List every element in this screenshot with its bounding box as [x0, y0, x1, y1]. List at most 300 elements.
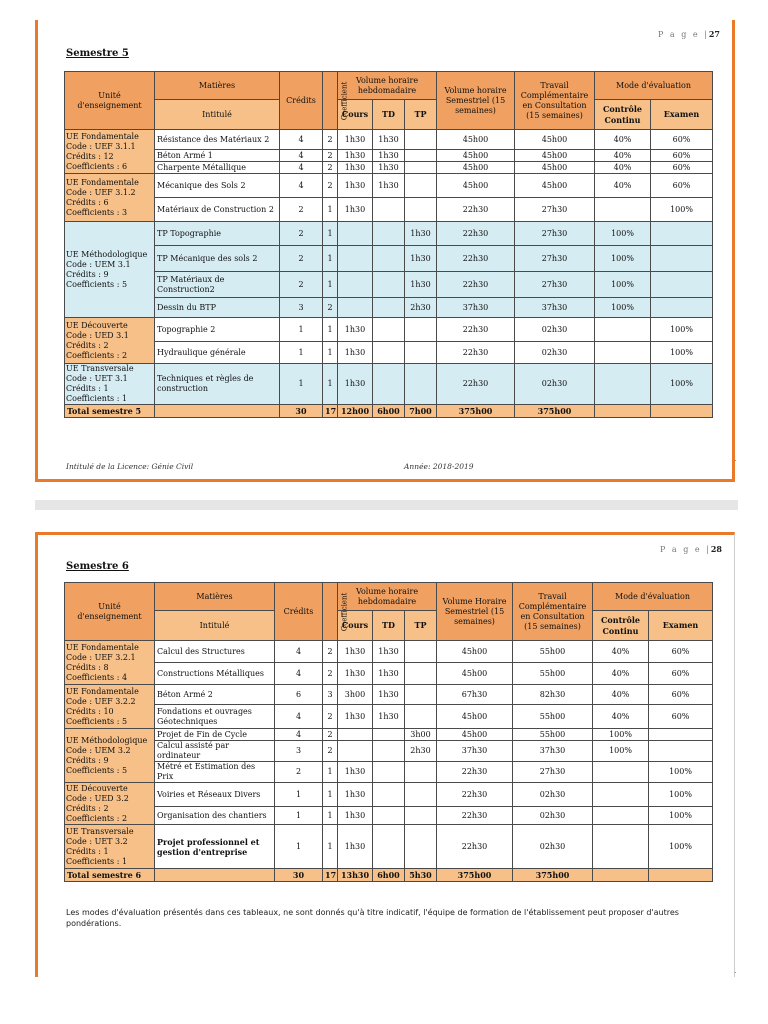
table-cell: 02h30 [513, 807, 593, 825]
ue-line: Crédits : 8 [66, 662, 109, 672]
table-cell: 2h30 [405, 298, 437, 318]
header-matieres: Matières [155, 72, 280, 100]
subject-name: Hydraulique générale [155, 342, 280, 364]
table-cell: 4 [275, 729, 323, 741]
table-cell: 60% [649, 641, 713, 663]
total-cell: 375h00 [437, 869, 513, 882]
table-row [65, 663, 713, 685]
table-cell [405, 150, 437, 162]
table-cell [651, 272, 713, 298]
table-cell [651, 298, 713, 318]
table-cell: 1h30 [373, 705, 405, 729]
ue-line: Crédits : 6 [66, 197, 109, 207]
table-body [65, 641, 713, 882]
table-cell: 22h30 [437, 272, 515, 298]
header-unite: Unité d'enseignement [65, 583, 155, 641]
table-row [65, 174, 713, 198]
table-cell: 02h30 [513, 783, 593, 807]
table-cell: 1h30 [338, 641, 373, 663]
table-cell: 2 [323, 641, 338, 663]
table-row [65, 162, 713, 174]
footer-annee: Année: 2018-2019 [404, 462, 474, 471]
header-tp: TP [405, 611, 437, 641]
table-cell [338, 222, 373, 246]
header-td: TD [373, 100, 405, 130]
table-cell [595, 364, 651, 405]
table-cell [593, 762, 649, 783]
table-cell: 60% [651, 130, 713, 150]
ue-line: Code : UED 3.1 [66, 330, 129, 340]
table-cell: 27h30 [515, 272, 595, 298]
table-cell: 1h30 [373, 641, 405, 663]
table-cell [373, 364, 405, 405]
table-cell: 4 [275, 705, 323, 729]
total-cell: 17 [323, 869, 338, 882]
table-cell: 1 [280, 318, 323, 342]
table-cell: 1 [275, 825, 323, 869]
table-cell: 40% [595, 150, 651, 162]
table-cell [593, 783, 649, 807]
table-cell: 1h30 [338, 783, 373, 807]
table-cell: 1h30 [373, 174, 405, 198]
table-cell: 1 [323, 246, 338, 272]
table-cell: 55h00 [513, 705, 593, 729]
header-controle: Contrôle Continu [595, 100, 651, 130]
table-cell: 1 [275, 807, 323, 825]
table-cell: 1 [323, 762, 338, 783]
table-cell: 45h00 [437, 641, 513, 663]
header-examen: Examen [651, 100, 713, 130]
table-cell [373, 825, 405, 869]
ue-line: UE Méthodologique [66, 249, 148, 259]
table-cell [405, 130, 437, 150]
ue-line: UE Fondamentale [66, 642, 139, 652]
table-cell [405, 685, 437, 705]
table-cell: 1h30 [338, 342, 373, 364]
ue-line: Crédits : 9 [66, 269, 109, 279]
table-cell [373, 741, 405, 762]
ue-line: UE Fondamentale [66, 177, 139, 187]
table-cell: 67h30 [437, 685, 513, 705]
ue-line: Code : UET 3.1 [66, 374, 128, 383]
total-row [65, 405, 713, 418]
table-cell: 1h30 [373, 150, 405, 162]
table-cell: 1 [323, 342, 338, 364]
header-intitule: Intitulé [155, 100, 280, 130]
table-cell: 2 [323, 705, 338, 729]
ue-line: Crédits : 2 [66, 803, 109, 813]
page-number: P a g e |28 [659, 544, 722, 554]
table-cell: 60% [649, 685, 713, 705]
table-cell [405, 174, 437, 198]
table-cell: 1h30 [405, 246, 437, 272]
ue-cell [65, 825, 155, 869]
table-cell: 1h30 [338, 318, 373, 342]
table-cell: 45h00 [437, 729, 513, 741]
ue-line: Coefficients : 4 [66, 672, 128, 682]
total-cell: 5h30 [405, 869, 437, 882]
page-separator [35, 500, 738, 510]
table-cell [649, 741, 713, 762]
ue-line: UE Découverte [66, 320, 128, 330]
total-cell: 6h00 [373, 869, 405, 882]
table-cell: 60% [649, 663, 713, 685]
subject-name: TP Matériaux de Construction2 [155, 272, 280, 298]
table-cell: 1h30 [373, 162, 405, 174]
table-cell: 1h30 [338, 198, 373, 222]
ue-line: Coefficients : 5 [66, 716, 128, 726]
table-cell: 1h30 [405, 222, 437, 246]
table-cell: 1h30 [338, 705, 373, 729]
table-cell [405, 342, 437, 364]
table-cell: 1h30 [338, 150, 373, 162]
header-coefficient: Coefficient [323, 72, 338, 130]
table-cell: 100% [595, 272, 651, 298]
table-row [65, 246, 713, 272]
table-cell: 1 [323, 318, 338, 342]
header-intitule: Intitulé [155, 611, 275, 641]
table-cell: 45h00 [437, 174, 515, 198]
table-cell: 1 [323, 807, 338, 825]
table-cell: 1h30 [338, 762, 373, 783]
subject-name: Béton Armé 2 [155, 685, 275, 705]
ue-line: Code : UEM 3.1 [66, 259, 131, 269]
table-cell [338, 246, 373, 272]
ue-line: Coefficients : 6 [66, 161, 128, 171]
table-cell: 2 [280, 272, 323, 298]
footer-licence: Intitulé de la Licence: Génie Civil [66, 462, 194, 471]
header-volume-semestriel: Volume Horaire Semestriel (15 semaines) [437, 583, 513, 641]
table-cell: 2 [323, 298, 338, 318]
evaluation-note: Les modes d'évaluation présentés dans ces tableaux, ne sont donnés qu'à titre indicatif, l'équipe de formation de l'établissement peut proposer d'autres pondérations. [66, 908, 679, 928]
table-cell: 22h30 [437, 342, 515, 364]
table-cell [651, 246, 713, 272]
table-cell: 02h30 [515, 364, 595, 405]
ue-line: UE Découverte [66, 783, 128, 793]
ue-line: Coefficients : 1 [66, 856, 128, 866]
ue-line: UE Transversale [66, 364, 134, 373]
table-cell [373, 729, 405, 741]
table-cell: 1h30 [373, 663, 405, 685]
table-cell: 45h00 [437, 150, 515, 162]
page-number: P a g e |27 [657, 29, 720, 39]
table-cell: 1 [275, 783, 323, 807]
ue-line: Code : UEF 3.2.1 [66, 652, 136, 662]
subject-name: Charpente Métallique [155, 162, 280, 174]
table-cell [338, 272, 373, 298]
table-row [65, 198, 713, 222]
table-cell [649, 729, 713, 741]
table-cell: 45h00 [515, 130, 595, 150]
total-cell [651, 405, 713, 418]
table-cell: 2 [323, 729, 338, 741]
table-cell: 3h00 [338, 685, 373, 705]
table-cell: 100% [595, 246, 651, 272]
ue-cell [65, 130, 155, 174]
table-cell: 40% [595, 162, 651, 174]
table-cell: 100% [649, 825, 713, 869]
subject-name: Dessin du BTP [155, 298, 280, 318]
total-cell [593, 869, 649, 882]
table-cell: 27h30 [513, 762, 593, 783]
table-row [65, 298, 713, 318]
table-cell: 02h30 [515, 342, 595, 364]
header-examen: Examen [649, 611, 713, 641]
table-row [65, 318, 713, 342]
table-cell: 27h30 [515, 246, 595, 272]
table-row [65, 342, 713, 364]
table-cell: 1h30 [338, 174, 373, 198]
table-cell [595, 342, 651, 364]
table-cell [373, 272, 405, 298]
header-credits: Crédits [275, 583, 323, 641]
table-cell: 37h30 [515, 298, 595, 318]
header-cours: Cours [338, 100, 373, 130]
table-cell: 2 [280, 198, 323, 222]
header-tp: TP [405, 100, 437, 130]
table-row [65, 741, 713, 762]
table-cell: 37h30 [437, 298, 515, 318]
table-cell [338, 298, 373, 318]
ue-line: Code : UED 3.2 [66, 793, 129, 803]
subject-name: Calcul assisté par ordinateur [155, 741, 275, 762]
table-cell: 100% [593, 741, 649, 762]
semester-6-table [64, 582, 713, 882]
table-cell [338, 729, 373, 741]
ue-line: Coefficients : 5 [66, 279, 128, 289]
table-cell: 100% [595, 298, 651, 318]
ue-cell [65, 364, 155, 405]
total-cell [649, 869, 713, 882]
subject-name: Projet professionnel et gestion d'entreprise [155, 825, 275, 869]
table-cell: 45h00 [437, 162, 515, 174]
table-cell [338, 741, 373, 762]
table-row [65, 825, 713, 869]
table-cell: 1h30 [338, 130, 373, 150]
table-cell: 100% [649, 807, 713, 825]
subject-name: Constructions Métalliques [155, 663, 275, 685]
table-cell: 2 [323, 130, 338, 150]
table-cell: 22h30 [437, 825, 513, 869]
total-row [65, 869, 713, 882]
table-cell: 2h30 [405, 741, 437, 762]
table-cell: 100% [651, 198, 713, 222]
table-cell: 02h30 [515, 318, 595, 342]
header-credits: Crédits [280, 72, 323, 130]
table-cell: 40% [595, 130, 651, 150]
ue-cell [65, 685, 155, 729]
table-cell: 60% [651, 162, 713, 174]
header-td: TD [373, 611, 405, 641]
table-row [65, 364, 713, 405]
table-cell: 2 [280, 246, 323, 272]
table-cell: 100% [649, 762, 713, 783]
table-row [65, 762, 713, 783]
subject-name: Fondations et ouvrages Géotechniques [155, 705, 275, 729]
header-mode-eval: Mode d'évaluation [593, 583, 713, 611]
total-cell: 7h00 [405, 405, 437, 418]
table-row [65, 729, 713, 741]
table-cell: 1h30 [373, 685, 405, 705]
ue-line: Crédits : 1 [66, 384, 109, 393]
header-cours: Cours [338, 611, 373, 641]
table-cell: 3 [280, 298, 323, 318]
table-row [65, 641, 713, 663]
table-cell: 40% [593, 685, 649, 705]
subject-name: Organisation des chantiers [155, 807, 275, 825]
subject-name: Projet de Fin de Cycle [155, 729, 275, 741]
table-cell [373, 298, 405, 318]
total-cell [595, 405, 651, 418]
header-mode-eval: Mode d'évaluation [595, 72, 713, 100]
table-cell: 4 [280, 150, 323, 162]
table-cell: 45h00 [437, 130, 515, 150]
semester-title: Semestre 6 [66, 561, 129, 572]
table-cell [373, 246, 405, 272]
table-cell: 100% [651, 342, 713, 364]
table-cell [405, 162, 437, 174]
table-cell: 40% [593, 641, 649, 663]
header-coefficient: Coefficient [323, 583, 338, 641]
table-cell: 1h30 [338, 162, 373, 174]
ue-line: Coefficients : 2 [66, 350, 128, 360]
total-cell [155, 869, 275, 882]
table-cell [373, 783, 405, 807]
table-cell: 37h30 [437, 741, 513, 762]
table-cell: 4 [275, 663, 323, 685]
table-cell [373, 222, 405, 246]
ue-cell [65, 729, 155, 783]
table-cell: 60% [651, 150, 713, 162]
ue-line: UE Fondamentale [66, 686, 139, 696]
ue-line: UE Transversale [66, 826, 134, 836]
table-cell: 100% [595, 222, 651, 246]
table-cell: 22h30 [437, 198, 515, 222]
total-cell: 375h00 [437, 405, 515, 418]
ue-line: Crédits : 1 [66, 846, 109, 856]
table-cell: 40% [593, 705, 649, 729]
table-cell: 45h00 [437, 663, 513, 685]
table-cell: 3h00 [405, 729, 437, 741]
table-cell [651, 222, 713, 246]
total-cell: 6h00 [373, 405, 405, 418]
table-cell: 2 [323, 174, 338, 198]
table-cell [405, 198, 437, 222]
table-cell: 60% [649, 705, 713, 729]
subject-name: Topographie 2 [155, 318, 280, 342]
ue-cell [65, 641, 155, 685]
table-cell: 1h30 [405, 272, 437, 298]
table-row [65, 685, 713, 705]
table-cell: 1 [323, 783, 338, 807]
total-cell: 13h30 [338, 869, 373, 882]
table-cell: 2 [323, 150, 338, 162]
table-cell: 1h30 [373, 130, 405, 150]
table-cell [595, 318, 651, 342]
ue-cell [65, 222, 155, 318]
total-cell: 17 [323, 405, 338, 418]
ue-line: UE Fondamentale [66, 131, 139, 141]
table-cell [373, 198, 405, 222]
table-cell: 22h30 [437, 222, 515, 246]
header-travail: Travail Complémentaire en Consultation (15 semaines) [513, 583, 593, 641]
table-cell: 60% [651, 174, 713, 198]
table-cell: 4 [280, 130, 323, 150]
header-unite: Unité d'enseignement [65, 72, 155, 130]
header-controle: Contrôle Continu [593, 611, 649, 641]
table-cell: 1h30 [338, 364, 373, 405]
table-cell: 55h00 [513, 729, 593, 741]
table-cell: 1h30 [338, 663, 373, 685]
ue-cell [65, 783, 155, 825]
table-cell [593, 807, 649, 825]
table-cell: 1h30 [338, 825, 373, 869]
subject-name: Mécanique des Sols 2 [155, 174, 280, 198]
table-cell: 2 [275, 762, 323, 783]
table-cell: 100% [651, 318, 713, 342]
table-cell [595, 198, 651, 222]
table-cell: 4 [275, 641, 323, 663]
table-cell: 4 [280, 162, 323, 174]
total-cell: 375h00 [515, 405, 595, 418]
table-cell: 45h00 [515, 174, 595, 198]
document-page-28 [35, 532, 735, 977]
header-volume-semestriel: Volume horaire Semestriel (15 semaines) [437, 72, 515, 130]
table-cell [405, 783, 437, 807]
semester-title: Semestre 5 [66, 48, 129, 59]
subject-name: TP Topographie [155, 222, 280, 246]
table-cell [405, 705, 437, 729]
table-row [65, 150, 713, 162]
table-cell: 2 [323, 741, 338, 762]
table-cell: 1 [323, 825, 338, 869]
ue-line: Crédits : 9 [66, 755, 109, 765]
table-cell: 55h00 [513, 663, 593, 685]
total-cell: 30 [280, 405, 323, 418]
table-cell: 22h30 [437, 783, 513, 807]
table-cell: 27h30 [515, 198, 595, 222]
ue-line: Code : UEF 3.1.2 [66, 187, 136, 197]
table-cell: 22h30 [437, 807, 513, 825]
table-cell [373, 762, 405, 783]
table-row [65, 783, 713, 807]
table-cell [405, 663, 437, 685]
subject-name: Métré et Estimation des Prix [155, 762, 275, 783]
table-cell: 1 [323, 272, 338, 298]
table-cell: 22h30 [437, 318, 515, 342]
ue-line: UE Méthodologique [66, 735, 148, 745]
ue-cell [65, 318, 155, 364]
total-label: Total semestre 6 [65, 869, 155, 882]
table-cell [405, 825, 437, 869]
ue-cell [65, 174, 155, 222]
subject-name: TP Mécanique des sols 2 [155, 246, 280, 272]
ue-line: Code : UEM 3.2 [66, 745, 131, 755]
table-cell: 1 [323, 364, 338, 405]
table-cell [373, 342, 405, 364]
document-page-27 [35, 20, 735, 482]
semester-5-table [64, 71, 713, 418]
table-cell: 1h30 [338, 807, 373, 825]
table-row [65, 272, 713, 298]
table-row [65, 705, 713, 729]
table-cell: 1 [323, 198, 338, 222]
table-cell [405, 762, 437, 783]
table-row [65, 807, 713, 825]
total-cell: 12h00 [338, 405, 373, 418]
header-matieres: Matières [155, 583, 275, 611]
table-cell [405, 318, 437, 342]
